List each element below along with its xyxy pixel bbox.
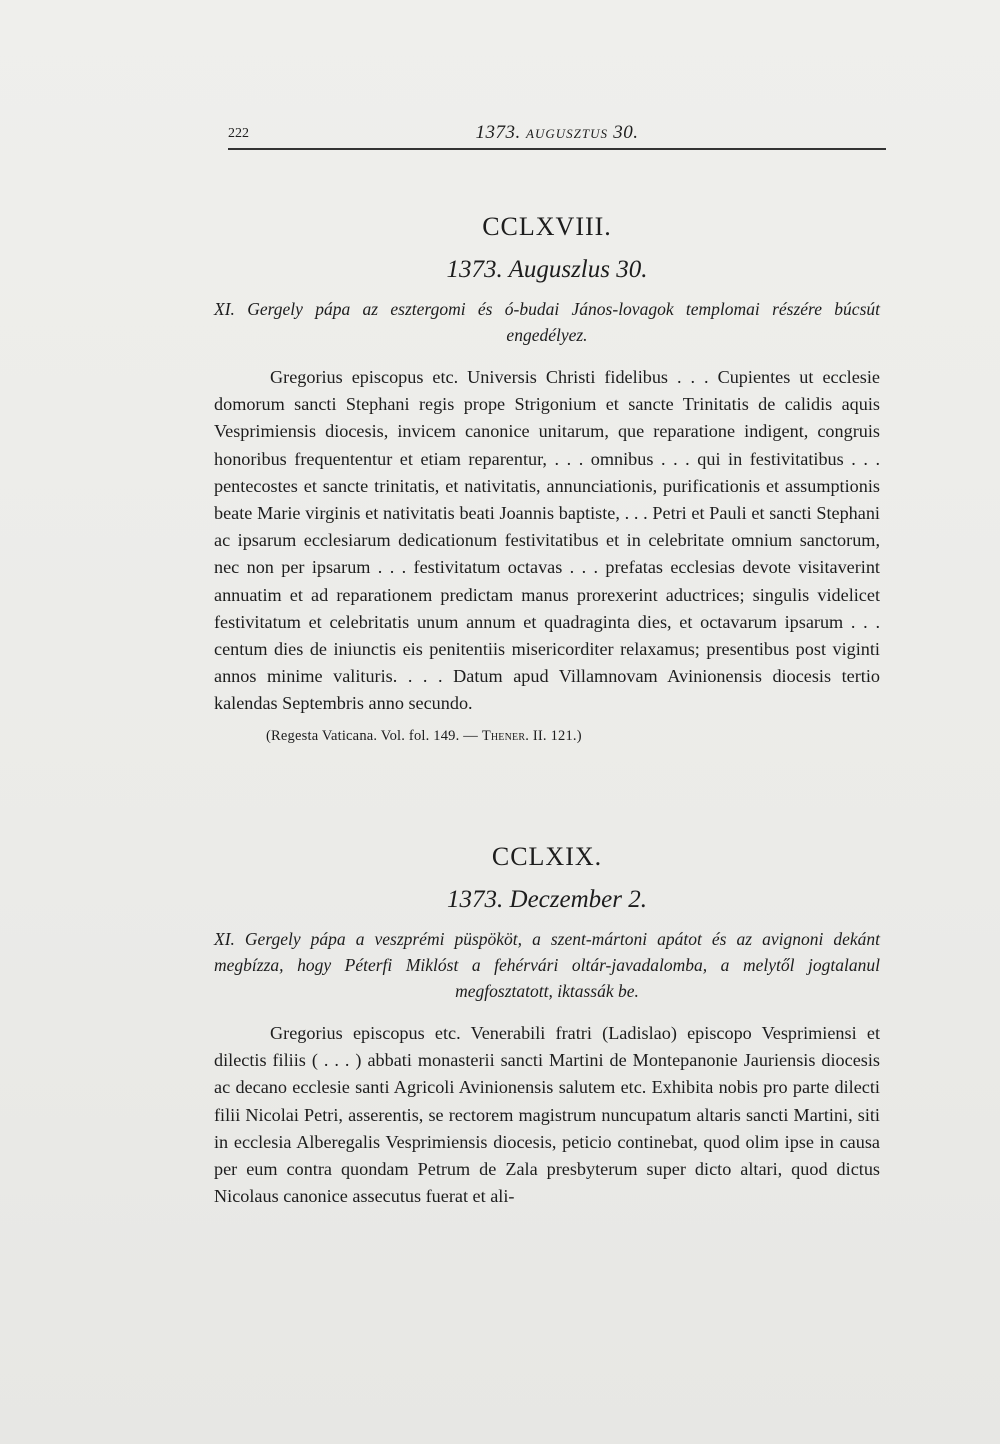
source-suffix: II. 121.)	[529, 727, 582, 744]
document-text: Gregorius episcopus etc. Venerabili fratri (Ladislao) episcopo Vesprimiensi et dilectis filiis ( . . . ) abbati monasterii sancti Martini de Montepanonie Jauriensis diocesis ac decano ecclesie santi Agricoli Avinionensis salutem etc. Exhibita nobis pro parte dilecti filii Nicolai Petri, asserentis, se rectorem magistrum nuncupatum altaris sancti Martini, siti in ecclesia Alberegalis Vesprimiensis diocesis, peticio continebat, quod olim ipse in causa per eum contra quondam Petrum de Zala presbyterum super dicto altari, quod dictus Nicolaus canonice assecutus fuerat et ali-	[214, 1023, 880, 1207]
document-number: CCLXIX.	[491, 842, 603, 871]
document-268	[214, 212, 880, 745]
running-title-day: 30.	[613, 122, 639, 143]
document-269	[214, 842, 880, 1210]
page-number: 222	[228, 126, 249, 141]
document-date: 1373. Deczember 2.	[447, 886, 647, 913]
running-title-year: 1373.	[475, 122, 521, 143]
document-source	[214, 728, 880, 745]
running-title-month: AUGUSZTUS	[526, 126, 608, 141]
source-author: Thener.	[481, 727, 530, 744]
document-summary: XI. Gergely pápa a veszprémi püspököt, a szent-mártoni apátot és az avignoni dekánt megbízza, hogy Péterfi Miklóst a fehérvári oltár-javadalomba, a melytől jogtalanul megfosztatott, iktassák be.	[214, 929, 880, 1001]
source-prefix: (Regesta Vaticana. Vol. fol. 149. —	[266, 727, 482, 744]
document-text: Gregorius episcopus etc. Universis Christi fidelibus . . . Cupientes ut ecclesie domorum sancti Stephani regis prope Strigonium et sancte Trinitatis de calidis aquis Vesprimiensis diocesis, invicem canonice unitarum, que reparatione indigent, congruis honoribus frequententur et etiam reparentur, . . . omnibus . . . qui in festivitatibus . . . pentecostes et sancte trinitatis, et nativitatis, annunciationis, purificationis et assumptionis beate Marie virginis et nativitatis beati Joannis baptiste, . . . Petri et Pauli et sancti Stephani ac ipsarum ecclesiarum dedicationum festivitatibus et in celebritate omnium sanctorum, nec non per ipsarum . . . festivitatum octavas . . . prefatas ecclesias devote visitaverint annuatim et ad reparationem predictam manus prorexerint aductrices; singulis videlicet festivitatum et celebritatis unum annum et quadraginta dies, et octavarum ipsarum . . . centum dies de iniunctis eis penitentiis misericorditer relaxamus; presentibus post viginti annos minime valituris. . . . Datum apud Villamnovam Avinionensis diocesis tertio kalendas Septembris anno secundo.	[214, 367, 880, 714]
document-number: CCLXVIII.	[482, 212, 612, 241]
running-header	[228, 122, 886, 150]
running-title	[228, 122, 886, 144]
document-summary: XI. Gergely pápa az esztergomi és ó-budai János-lovagok templomai részére búcsút engedélyez.	[214, 299, 880, 345]
document-date: 1373. Auguszlus 30.	[446, 256, 648, 283]
